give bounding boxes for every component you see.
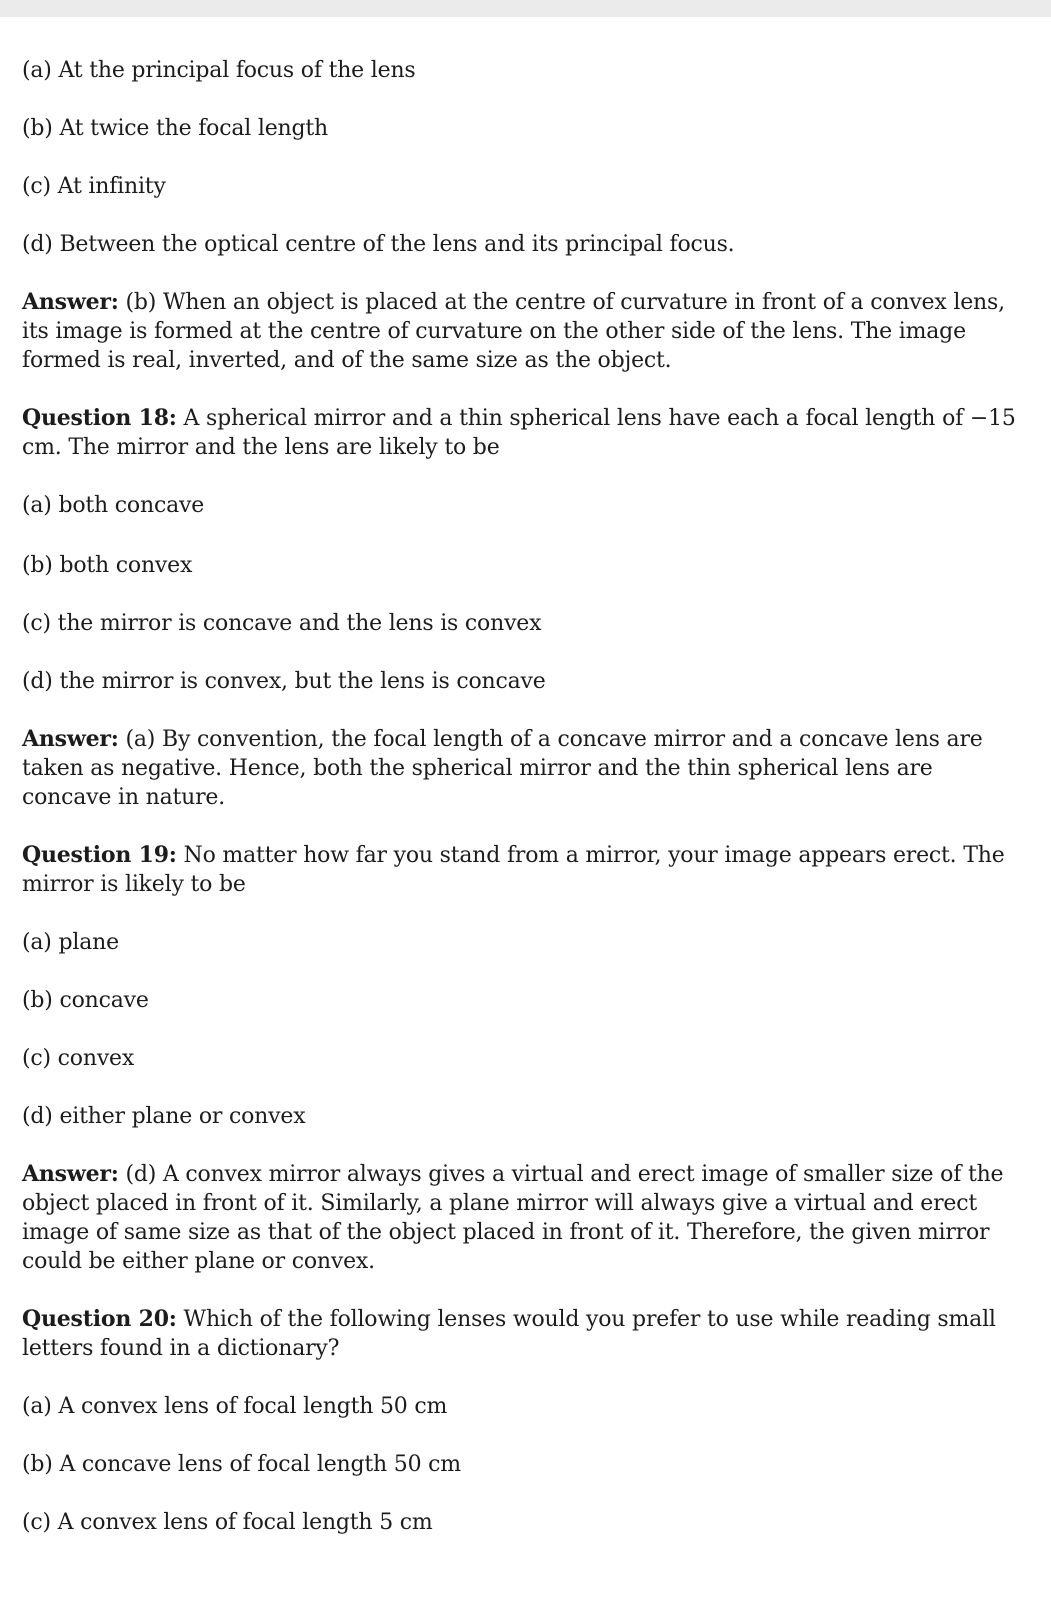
q18-option-d: (d) the mirror is convex, but the lens is concave <box>22 669 546 694</box>
q18-answer <box>22 725 1027 812</box>
answer-label: Answer: <box>22 726 119 752</box>
q19-option-c: (c) convex <box>22 1046 135 1071</box>
question-19 <box>22 841 1027 899</box>
answer-text: (d) A convex mirror always gives a virtual and erect image of smaller size of the object placed in front of it. Similarly, a plane mirror will always give a virtual and erect image of same size as that of the object placed in front of it. Therefore, the given mirror could be either plane or convex. <box>22 1162 1004 1274</box>
question-label: Question 20: <box>22 1306 177 1332</box>
top-bar <box>0 0 1051 17</box>
question-18 <box>22 404 1027 462</box>
document-content <box>22 56 1027 1537</box>
q17-option-c: (c) At infinity <box>22 174 166 199</box>
question-20 <box>22 1305 1027 1363</box>
q19-option-a: (a) plane <box>22 930 119 955</box>
q19-answer <box>22 1160 1027 1276</box>
q18-option-c: (c) the mirror is concave and the lens is convex <box>22 611 542 636</box>
q17-option-d: (d) Between the optical centre of the lens and its principal focus. <box>22 232 735 257</box>
question-text: A spherical mirror and a thin spherical lens have each a focal length of −15 cm. The mirror and the lens are likely to be <box>22 406 1016 460</box>
answer-text: (b) When an object is placed at the centre of curvature in front of a convex lens, its image is formed at the centre of curvature on the other side of the lens. The image formed is real, inverted, and of the same size as the object. <box>22 290 1005 373</box>
question-text: No matter how far you stand from a mirror, your image appears erect. The mirror is likely to be <box>22 843 1005 897</box>
q17-answer <box>22 288 1027 375</box>
q20-option-b: (b) A concave lens of focal length 50 cm <box>22 1452 461 1477</box>
question-label: Question 19: <box>22 842 177 868</box>
q17-option-b: (b) At twice the focal length <box>22 116 329 141</box>
answer-text: (a) By convention, the focal length of a concave mirror and a concave lens are taken as negative. Hence, both the spherical mirror and the thin spherical lens are concave in nature. <box>22 727 983 810</box>
q18-option-a: (a) both concave <box>22 493 205 518</box>
answer-label: Answer: <box>22 1161 119 1187</box>
q20-option-c: (c) A convex lens of focal length 5 cm <box>22 1510 433 1535</box>
question-label: Question 18: <box>22 405 177 431</box>
question-text: Which of the following lenses would you prefer to use while reading small letters found in a dictionary? <box>22 1307 996 1361</box>
q19-option-d: (d) either plane or convex <box>22 1104 306 1129</box>
answer-label: Answer: <box>22 289 119 315</box>
q19-option-b: (b) concave <box>22 988 149 1013</box>
q20-option-a: (a) A convex lens of focal length 50 cm <box>22 1394 448 1419</box>
q18-option-b: (b) both convex <box>22 553 193 578</box>
q17-option-a: (a) At the principal focus of the lens <box>22 58 416 83</box>
